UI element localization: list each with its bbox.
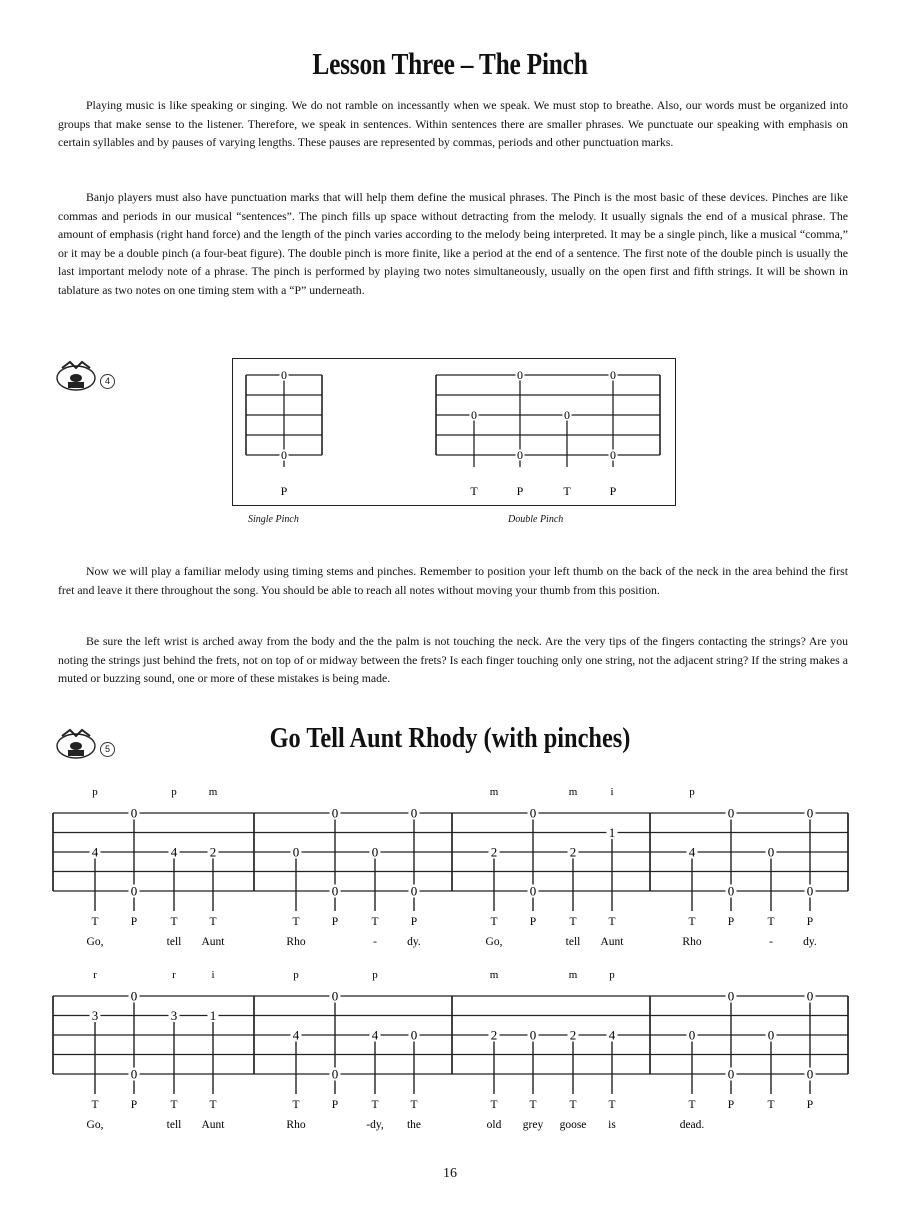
tab-stem-group xyxy=(766,1028,777,1112)
fingering-label: p xyxy=(92,786,98,798)
lyric-syllable: is xyxy=(608,1119,616,1131)
fret-number: 4 xyxy=(91,844,99,860)
stroke-label: P xyxy=(331,1099,339,1111)
stroke-label: P xyxy=(806,916,814,928)
fret-number: 0 xyxy=(806,1066,814,1082)
stroke-label: P xyxy=(806,1099,814,1111)
fret-number: 0 xyxy=(610,368,616,382)
lyric-syllable: Go, xyxy=(485,936,503,948)
fret-number: 4 xyxy=(292,1027,300,1043)
lyric-syllable: old xyxy=(486,1119,502,1131)
stroke-label: T xyxy=(292,916,300,928)
stroke-label: T xyxy=(767,1099,775,1111)
stroke-label: T xyxy=(569,916,577,928)
lyric-syllable: Rho xyxy=(286,936,306,948)
fret-number: 0 xyxy=(529,883,537,899)
fret-number: 0 xyxy=(806,883,814,899)
paragraph-left-hand: Be sure the left wrist is arched away from the body and the the palm is not touching the neck. Are the very tips of the fingers contacting the strings? Are you noting the strings just behind the frets, not on top of or midway between the frets? Is each finger touching only one string, not the adjacent string? If the string makes a muted or buzzing sound, one or more of these mistakes is being made. xyxy=(58,634,848,685)
lyric-syllable: Aunt xyxy=(600,936,624,948)
fret-number: 0 xyxy=(517,368,523,382)
lyric-syllable: Go, xyxy=(86,1119,104,1131)
fingering-label: m xyxy=(568,786,578,798)
tab-stem-group xyxy=(528,806,539,929)
fret-number: 0 xyxy=(331,883,339,899)
stroke-label: P xyxy=(331,916,339,928)
fret-number: 0 xyxy=(410,805,418,821)
fingering-label: r xyxy=(172,969,176,981)
fret-number: 0 xyxy=(610,448,616,462)
fingering-label: p xyxy=(609,969,615,981)
paragraph-melody: Now we will play a familiar melody using timing stems and pinches. Remember to position your left thumb on the back of the neck in the area behind the first fret and leave it there throughout the song. You should be able to reach all notes without moving your thumb from this position. xyxy=(58,564,848,597)
tab-stem-group xyxy=(766,845,777,949)
fret-number: 2 xyxy=(490,1027,498,1043)
fret-number: 0 xyxy=(529,805,537,821)
fret-number: 4 xyxy=(688,844,696,860)
tab-stem-group xyxy=(286,845,305,949)
fingering-label: m xyxy=(568,969,578,981)
track-number: 4 xyxy=(100,374,115,389)
lyric-syllable: goose xyxy=(559,1119,587,1131)
lyric-syllable: - xyxy=(769,936,773,948)
fingering-label: p xyxy=(372,969,378,981)
fret-number: 0 xyxy=(331,1066,339,1082)
fingering-label: p xyxy=(689,786,695,798)
fret-number: 0 xyxy=(281,448,287,462)
fret-number: 0 xyxy=(727,1066,735,1082)
fingering-label: p xyxy=(171,786,177,798)
tab-stem-group xyxy=(680,1028,705,1132)
tab-stem-group xyxy=(803,806,817,949)
stroke-label: T xyxy=(410,1099,418,1111)
fingering-label: i xyxy=(610,786,614,798)
fret-number: 0 xyxy=(727,805,735,821)
stroke-label: P xyxy=(516,484,524,498)
fret-number: 0 xyxy=(331,988,339,1004)
lyric-syllable: tell xyxy=(166,1119,182,1131)
stroke-label: T xyxy=(529,1099,537,1111)
fret-number: 2 xyxy=(490,844,498,860)
stroke-label: T xyxy=(767,916,775,928)
stroke-label: T xyxy=(608,916,616,928)
fret-number: 2 xyxy=(569,1027,577,1043)
lyric-syllable: Go, xyxy=(86,936,104,948)
lyric-syllable: Aunt xyxy=(201,1119,225,1131)
lyric-syllable: the xyxy=(406,1119,422,1131)
fret-number: 0 xyxy=(806,988,814,1004)
stroke-label: T xyxy=(688,916,696,928)
fret-number: 0 xyxy=(471,408,477,422)
fret-number: 0 xyxy=(517,448,523,462)
lyric-syllable: Rho xyxy=(286,1119,306,1131)
stroke-label: T xyxy=(569,1099,577,1111)
lyric-syllable: Rho xyxy=(682,936,702,948)
lyric-syllable: Aunt xyxy=(201,936,225,948)
fret-number: 0 xyxy=(767,844,775,860)
page-title: Lesson Three – The Pinch xyxy=(312,46,588,81)
fret-number: 0 xyxy=(130,805,138,821)
tab-stem-group xyxy=(202,786,226,948)
fret-number: 2 xyxy=(209,844,217,860)
fret-number: 0 xyxy=(281,368,287,382)
fingering-label: r xyxy=(93,969,97,981)
lyric-syllable: dead. xyxy=(679,1119,705,1131)
tab-stem-group xyxy=(202,969,226,1131)
fret-number: 0 xyxy=(806,805,814,821)
fret-number: 0 xyxy=(130,988,138,1004)
tab-stem-group xyxy=(407,806,421,949)
tab-stem-group xyxy=(726,806,737,929)
tab-stem-group xyxy=(167,969,182,1131)
lyric-syllable: - xyxy=(373,936,377,948)
lyric-syllable: dy. xyxy=(803,936,817,948)
fret-number: 0 xyxy=(331,805,339,821)
tab-stem-group xyxy=(286,969,305,1131)
lyric-syllable: tell xyxy=(166,936,182,948)
fret-number: 0 xyxy=(727,883,735,899)
fret-number: 0 xyxy=(130,883,138,899)
fret-number: 0 xyxy=(410,1027,418,1043)
tab-system xyxy=(53,786,848,948)
tab-stem-group xyxy=(407,1028,421,1132)
song-title: Go Tell Aunt Rhody (with pinches) xyxy=(269,722,631,754)
lyric-syllable: dy. xyxy=(407,936,421,948)
stroke-label: P xyxy=(280,484,288,498)
tab-stem-group xyxy=(566,786,581,948)
tab-stem-group xyxy=(682,786,701,948)
fret-number: 4 xyxy=(608,1027,616,1043)
fingering-label: m xyxy=(489,786,499,798)
fret-number: 2 xyxy=(569,844,577,860)
stroke-label: T xyxy=(490,916,498,928)
lyric-syllable: tell xyxy=(565,936,581,948)
tab-stem-group xyxy=(607,969,618,1131)
fret-number: 3 xyxy=(170,1008,178,1023)
fret-number: 0 xyxy=(688,1027,696,1043)
stroke-label: T xyxy=(209,916,217,928)
fingering-label: m xyxy=(208,786,218,798)
fingering-label: i xyxy=(211,969,215,981)
stroke-label: P xyxy=(130,1099,138,1111)
tab-stem-group xyxy=(87,969,104,1131)
fret-number: 0 xyxy=(564,408,570,422)
page-number: 16 xyxy=(443,1166,457,1181)
single-pinch-caption: Single Pinch xyxy=(248,514,299,525)
lyric-syllable: -dy, xyxy=(366,1119,384,1131)
stroke-label: T xyxy=(91,916,99,928)
fingering-label: m xyxy=(489,969,499,981)
tab-stem-group xyxy=(487,969,502,1131)
fret-number: 0 xyxy=(727,988,735,1004)
fret-number: 0 xyxy=(767,1027,775,1043)
tab-stem-group xyxy=(129,806,140,929)
lyric-syllable: grey xyxy=(522,1119,544,1131)
tab-stem-group xyxy=(366,969,384,1131)
fret-number: 0 xyxy=(130,1066,138,1082)
fret-number: 4 xyxy=(371,1027,379,1043)
fret-number: 4 xyxy=(170,844,178,860)
tab-stem-group xyxy=(560,969,587,1131)
tab-stem-group xyxy=(805,989,816,1112)
tab-stem-group xyxy=(330,806,341,929)
stroke-label: T xyxy=(470,484,478,498)
stroke-label: P xyxy=(727,916,735,928)
fret-number: 1 xyxy=(209,1008,217,1023)
stroke-label: P xyxy=(410,916,418,928)
tab-stem-group xyxy=(370,845,381,949)
stroke-label: T xyxy=(209,1099,217,1111)
stroke-label: P xyxy=(529,916,537,928)
fret-number: 1 xyxy=(608,825,616,840)
stroke-label: P xyxy=(130,916,138,928)
track-number: 5 xyxy=(100,742,115,757)
stroke-label: T xyxy=(371,916,379,928)
stroke-label: T xyxy=(608,1099,616,1111)
tab-stem-group xyxy=(601,786,625,948)
stroke-label: T xyxy=(688,1099,696,1111)
tab-stem-group xyxy=(523,1028,544,1132)
double-pinch-caption: Double Pinch xyxy=(508,514,564,525)
fingering-label: p xyxy=(293,969,299,981)
tab-stem-group xyxy=(330,989,341,1112)
paragraph-pinch: Banjo players must also have punctuation marks that will help them define the musical phrases. The Pinch is the most basic of these devices. Pinches are like commas and periods in our musical “sentences”. The pinch fills up space without detracting from the melody. It usually signals the end of a musical phrase. The amount of emphasis (right hand force) and the length of the pinch varies according to the melody being interpreted. It may be a single pinch, like a musical “comma,” or it may be a double pinch (a four-beat figure). The double pinch is more finite, like a period at the end of a sentence. The first note of the double pinch is usually the last important melody note of a phrase. The pinch is performed by playing two notes simultaneously, usually on the open first and fifth strings. It will be shown in tablature as two notes on one timing stem with a “P” underneath. xyxy=(58,190,848,297)
stroke-label: T xyxy=(563,484,571,498)
tab-stem-group xyxy=(726,989,737,1112)
stroke-label: T xyxy=(91,1099,99,1111)
stroke-label: T xyxy=(490,1099,498,1111)
stroke-label: P xyxy=(609,484,617,498)
stroke-label: T xyxy=(170,1099,178,1111)
fret-number: 0 xyxy=(371,844,379,860)
tab-system xyxy=(53,969,848,1131)
tab-stem-group xyxy=(129,989,140,1112)
stroke-label: T xyxy=(371,1099,379,1111)
fret-number: 3 xyxy=(91,1008,99,1023)
stroke-label: T xyxy=(170,916,178,928)
stroke-label: T xyxy=(292,1099,300,1111)
paragraph-intro: Playing music is like speaking or singing. We do not ramble on incessantly when we speak. We must stop to breathe. Also, our words must be organized into groups that make sense to the listener. Therefore, we speak in sentences. Within sentences there are smaller phrases. We punctuate our speaking with emphasis on certain syllables and by pauses of varying lengths. These pauses are represented by commas, periods and other punctuation marks. xyxy=(58,98,848,149)
tab-stem-group xyxy=(167,786,182,948)
stroke-label: P xyxy=(727,1099,735,1111)
tab-stem-group xyxy=(87,786,104,948)
fret-number: 0 xyxy=(529,1027,537,1043)
fret-number: 0 xyxy=(292,844,300,860)
tab-stem-group xyxy=(486,786,503,948)
fret-number: 0 xyxy=(410,883,418,899)
